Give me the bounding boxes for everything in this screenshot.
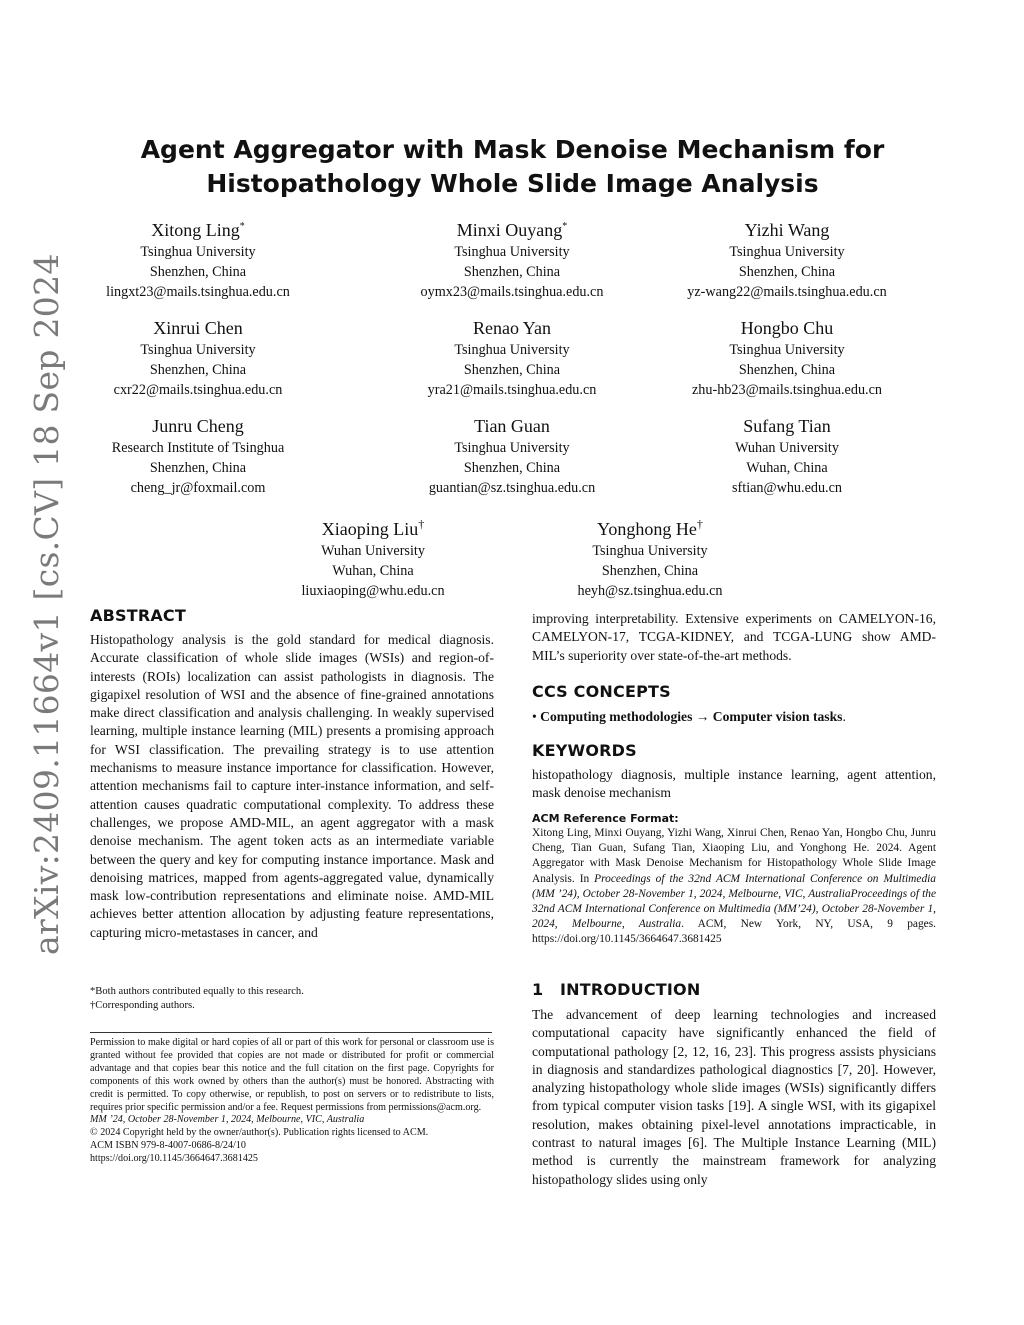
author-mark: * xyxy=(562,221,568,232)
author-email[interactable]: heyh@sz.tsinghua.edu.cn xyxy=(577,583,723,599)
permission-text: Permission to make digital or hard copies of all or part of this work for personal or classroom use is granted without fee provided that copies are not made or distributed for profit or commercial advantage and that copies bear this notice and the full citation on the first page. Copyrights for components of this work owned by others than the author(s) must be honored. Abstracting with credit is permitted. To copy otherwise, or republish, to post on servers or to redistribute to lists, requires prior specific permission and/or a fee. Request permissions from permissions@acm.org. xyxy=(90,1037,494,1113)
footnote-corresponding: †Corresponding authors. xyxy=(90,1000,195,1011)
author-row-2 xyxy=(90,313,935,403)
author-mark: † xyxy=(418,517,425,531)
introduction-section xyxy=(532,980,936,1189)
ccs-section xyxy=(532,682,936,726)
ccs-end: . xyxy=(842,709,846,724)
footnotes xyxy=(90,985,494,1013)
abstract-text: Histopathology analysis is the gold standard for medical diagnosis. Accurate classification of whole slide images (WSIs) and region-of-interests (ROIs) localization can assist pathologists in diagnosis. The gigapixel resolution of WSI and the absence of fine-grained annotations make direct classification and analysis challenging. In weakly supervised learning, multiple instance learning (MIL) presents a promising approach for WSI classification. The prevailing strategy is to use attention mechanisms to measure instance importance for classification. However, attention mechanisms fail to capture inter-instance information, and self-attention causes quadratic computational complexity. To address these challenges, we propose AMD-MIL, an agent aggregator with a mask denoise mechanism. The agent token acts as an intermediate variable between the query and key for computing instance importance. Mask and denoising matrices, mapped from agents-aggregated value, dynamically mask low-contribution representations and eliminate noise. AMD-MIL achieves better attention allocation by adjusting feature representations, capturing micro-metastases in cancer, and xyxy=(90,632,494,940)
permission-block xyxy=(90,1037,494,1166)
author-row-3 xyxy=(90,411,935,501)
author-name: Xinrui Chen xyxy=(153,318,243,338)
author-affiliation: Research Institute of Tsinghua xyxy=(111,440,285,456)
ccs-heading: CCS CONCEPTS xyxy=(532,682,671,701)
footnote-equal: *Both authors contributed equally to this research. xyxy=(90,986,304,997)
author-block xyxy=(68,215,328,302)
author-affiliation: Wuhan University xyxy=(735,440,839,456)
ccs-concepts xyxy=(532,708,936,726)
author-block xyxy=(382,215,642,302)
author-affiliation: Tsinghua University xyxy=(140,342,256,358)
author-email[interactable]: yz-wang22@mails.tsinghua.edu.cn xyxy=(687,284,887,300)
author-name: Junru Cheng xyxy=(152,416,244,436)
arxiv-stamp: arXiv:2409.11664v1 [cs.CV] 18 Sep 2024 xyxy=(27,253,66,955)
author-row-1 xyxy=(90,215,935,305)
author-row-4 xyxy=(90,512,935,602)
author-email[interactable]: yra21@mails.tsinghua.edu.cn xyxy=(427,382,597,398)
section-title: INTRODUCTION xyxy=(560,980,701,999)
author-location: Shenzhen, China xyxy=(601,563,699,579)
author-email[interactable]: guantian@sz.tsinghua.edu.cn xyxy=(428,480,596,496)
paper-title xyxy=(90,133,935,201)
author-email[interactable]: sftian@whu.edu.cn xyxy=(732,480,842,496)
ccs-arrow: → xyxy=(695,709,710,724)
author-location: Shenzhen, China xyxy=(149,460,247,476)
author-location: Shenzhen, China xyxy=(149,362,247,378)
author-name: Hongbo Chu xyxy=(740,318,834,338)
author-affiliation: Tsinghua University xyxy=(729,342,845,358)
ccs-subconcept: Computer vision tasks xyxy=(712,709,843,724)
author-block xyxy=(243,512,503,601)
author-name: Yonghong He xyxy=(597,519,697,539)
permission-doi[interactable]: https://doi.org/10.1145/3664647.3681425 xyxy=(90,1153,258,1165)
acm-reference-heading: ACM Reference Format: xyxy=(532,812,679,825)
author-affiliation: Tsinghua University xyxy=(454,342,570,358)
footnote-rule xyxy=(90,1032,492,1033)
introduction-heading xyxy=(532,980,936,1000)
author-location: Shenzhen, China xyxy=(463,460,561,476)
author-email[interactable]: cxr22@mails.tsinghua.edu.cn xyxy=(113,382,283,398)
acm-reference xyxy=(532,811,936,948)
permission-copyright: © 2024 Copyright held by the owner/author(s). Publication rights licensed to ACM. xyxy=(90,1127,429,1139)
author-location: Shenzhen, China xyxy=(738,264,836,280)
author-affiliation: Tsinghua University xyxy=(140,244,256,260)
introduction-text: The advancement of deep learning technologies and increased computational capacity have significantly enhanced the field of computational pathology [2, 12, 16, 23]. This progress assists physicians in diagnosis and standardizes pathological diagnostics [7, 20]. However, analyzing histopathology whole slide images (WSIs) significantly differs from typical computer vision tasks [19]. A single WSI, with its gigapixel resolution, makes obtaining pixel-level annotations impracticable, in contrast to natural images [6]. The Multiple Instance Learning (MIL) method is currently the mainstream framework for analyzing histopathology slides using only xyxy=(532,1007,936,1187)
title-line-1: Agent Aggregator with Mask Denoise Mechanism for xyxy=(140,135,885,164)
author-email[interactable]: cheng_jr@foxmail.com xyxy=(130,480,266,496)
author-mark: † xyxy=(696,517,703,531)
section-number: 1 xyxy=(532,980,544,999)
author-location: Wuhan, China xyxy=(332,563,414,579)
author-block xyxy=(657,215,917,302)
author-block xyxy=(68,411,328,498)
author-block xyxy=(382,313,642,400)
author-block xyxy=(657,313,917,400)
abstract-continued xyxy=(532,610,936,665)
abstract-text-continued: improving interpretability. Extensive experiments on CAMELYON-16, CAMELYON-17, TCGA-KIDNEY, and TCGA-LUNG show AMD-MIL’s superiority over state-of-the-art methods. xyxy=(532,611,936,663)
acm-reference-proceedings: Proceedings of the 32nd ACM International Conference on Multimedia (MM ’24), October 28-November 1, 2024, Melbourne, VIC, AustraliaProceedings of the 32nd ACM International Conference on Multimedia (MM’24), October 28-November 1, 2024, Melbourne, Australia xyxy=(532,872,936,931)
author-location: Shenzhen, China xyxy=(463,264,561,280)
author-location: Wuhan, China xyxy=(746,460,828,476)
author-affiliation: Tsinghua University xyxy=(729,244,845,260)
permission-isbn: ACM ISBN 979-8-4007-0686-8/24/10 xyxy=(90,1140,246,1152)
author-name: Renao Yan xyxy=(472,318,551,338)
ccs-concept: Computing methodologies xyxy=(540,709,693,724)
author-affiliation: Tsinghua University xyxy=(592,543,708,559)
author-location: Shenzhen, China xyxy=(149,264,247,280)
author-email[interactable]: zhu-hb23@mails.tsinghua.edu.cn xyxy=(692,382,882,398)
author-affiliation: Wuhan University xyxy=(321,543,425,559)
author-affiliation: Tsinghua University xyxy=(454,440,570,456)
title-line-2: Histopathology Whole Slide Image Analysis xyxy=(206,169,819,198)
author-name: Xiaoping Liu xyxy=(321,519,419,539)
author-name: Xitong Ling xyxy=(151,220,240,240)
author-mark: * xyxy=(239,221,245,232)
author-block xyxy=(520,512,780,601)
acm-reference-tail: . ACM, New York, NY, USA, 9 pages. https://doi.org/10.1145/3664647.3681425 xyxy=(532,918,936,946)
acm-reference-authors: Xitong Ling, Minxi Ouyang, Yizhi Wang, Xinrui Chen, Renao Yan, Hongbo Chu, Junru Cheng, Tian Guan, Sufang Tian, Xiaoping Liu, and Yonghong He. 2024. Agent Aggregator with Mask Denoise Mechanism for Histopathology Whole Slide Image Analysis. In xyxy=(532,827,936,885)
author-block xyxy=(657,411,917,498)
keywords-heading: KEYWORDS xyxy=(532,741,637,760)
author-block xyxy=(68,313,328,400)
author-email[interactable]: liuxiaoping@whu.edu.cn xyxy=(301,583,445,599)
author-name: Sufang Tian xyxy=(743,416,831,436)
author-location: Shenzhen, China xyxy=(463,362,561,378)
author-location: Shenzhen, China xyxy=(738,362,836,378)
author-name: Minxi Ouyang xyxy=(456,220,563,240)
author-email[interactable]: oymx23@mails.tsinghua.edu.cn xyxy=(420,284,604,300)
author-affiliation: Tsinghua University xyxy=(454,244,570,260)
abstract-heading: ABSTRACT xyxy=(90,606,186,625)
acm-reference-text xyxy=(532,826,936,948)
abstract-section xyxy=(90,606,494,942)
keywords-text: histopathology diagnosis, multiple instance learning, agent attention, mask denoise mechanism xyxy=(532,767,936,801)
ccs-bullet: • xyxy=(532,709,537,724)
keywords-section xyxy=(532,741,936,803)
author-email[interactable]: lingxt23@mails.tsinghua.edu.cn xyxy=(106,284,290,300)
author-name: Yizhi Wang xyxy=(744,220,830,240)
author-block xyxy=(382,411,642,498)
author-name: Tian Guan xyxy=(474,416,550,436)
permission-venue: MM ’24, October 28-November 1, 2024, Melbourne, VIC, Australia xyxy=(90,1114,365,1126)
